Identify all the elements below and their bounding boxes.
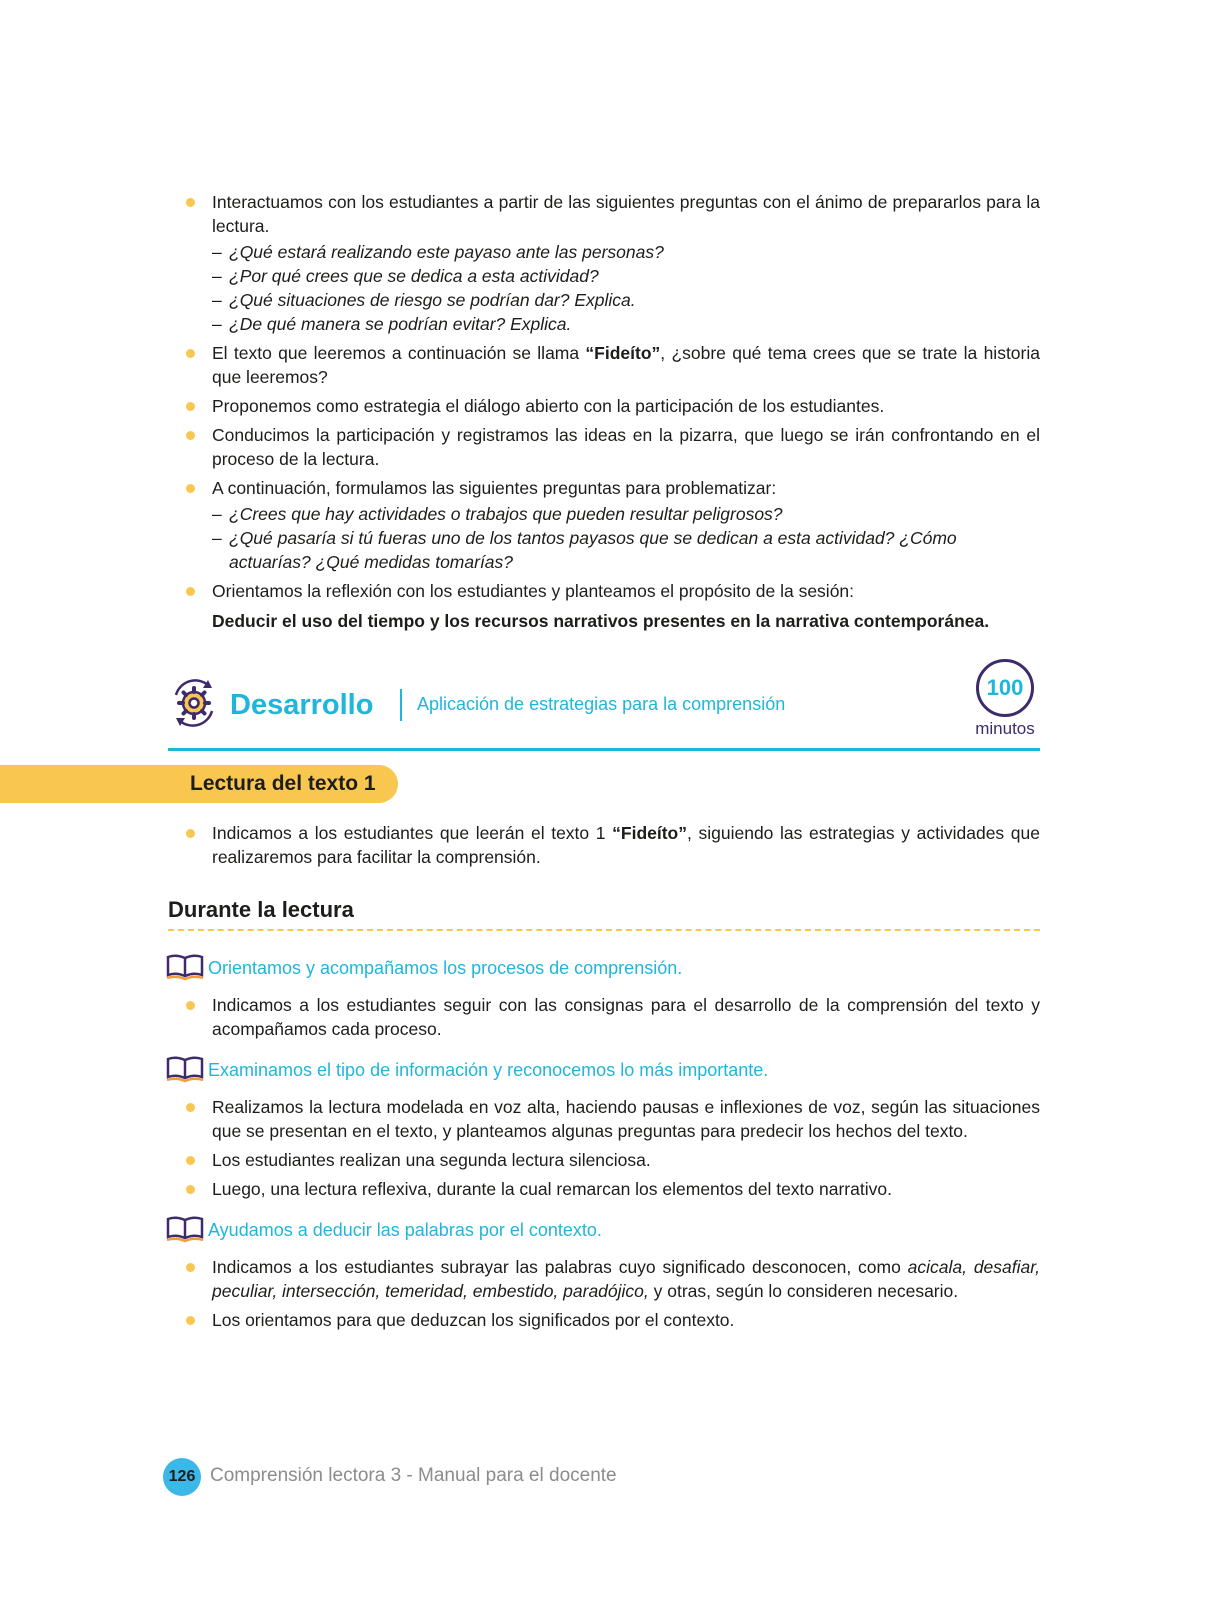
list-item: Indicamos a los estudiantes subrayar las palabras cuyo significado desconocen, como acicala, desafiar, peculiar, intersección, temeridad, embestido, paradójico, y otras, según lo consideren necesario.	[168, 1255, 1040, 1303]
section-title: Desarrollo	[230, 689, 374, 721]
bullet-dot-icon	[186, 1316, 195, 1325]
duration-unit: minutos	[975, 719, 1035, 738]
bullet-dot-icon	[186, 1156, 195, 1165]
bullet-dot-icon	[186, 431, 195, 440]
list-item: Los estudiantes realizan una segunda lectura silenciosa.	[168, 1148, 1040, 1172]
bullet-dot-icon	[186, 402, 195, 411]
section-header	[168, 659, 1040, 767]
session-purpose: Deducir el uso del tiempo y los recursos narrativos presentes en la narrativa contemporánea.	[212, 611, 990, 631]
list-item: Realizamos la lectura modelada en voz alta, haciendo pausas e inflexiones de voz, según las situaciones que se presentan en el texto, y planteamos algunas preguntas para predecir los hechos del texto.	[168, 1095, 1040, 1143]
during-reading-heading: Durante la lectura	[168, 897, 1040, 931]
subsection-heading: Ayudamos a deducir las palabras por el contexto.	[168, 1215, 1040, 1243]
question-list	[212, 240, 1040, 336]
bullet-dot-icon	[186, 349, 195, 358]
list-item: Orientamos la reflexión con los estudiantes y planteamos el propósito de la sesión: Deducir el uso del tiempo y los recursos narrativos presentes en la narrativa contemporánea.	[168, 579, 1040, 633]
bullet-dot-icon	[186, 1263, 195, 1272]
bullet-dot-icon	[186, 829, 195, 838]
page-content	[168, 190, 1040, 1337]
page-number: 126	[163, 1458, 201, 1496]
reading-list	[168, 821, 1040, 869]
subsection-list	[168, 993, 1040, 1041]
list-item: Luego, una lectura reflexiva, durante la cual remarcan los elementos del texto narrativo.	[168, 1177, 1040, 1201]
bullet-dot-icon	[186, 1103, 195, 1112]
bullet-dot-icon	[186, 587, 195, 596]
subsection-list	[168, 1095, 1040, 1201]
intro-list	[168, 190, 1040, 633]
subsection-list	[168, 1255, 1040, 1332]
list-item: Indicamos a los estudiantes que leerán el texto 1 “Fideíto”, siguiendo las estrategias y actividades que realizaremos para facilitar la comprensión.	[168, 821, 1040, 869]
question-item: – ¿Qué situaciones de riesgo se podrían dar? Explica.	[212, 290, 636, 310]
reading-label: Lectura del texto 1	[0, 765, 398, 803]
question-item: – ¿Qué estará realizando este payaso ante las personas?	[212, 242, 664, 262]
bullet-dot-icon	[186, 484, 195, 493]
book-icon	[166, 1055, 204, 1083]
book-title: Comprensión lectora 3 - Manual para el docente	[210, 1465, 617, 1486]
bullet-dot-icon	[186, 1185, 195, 1194]
duration-badge	[970, 659, 1040, 739]
question-item: – ¿Crees que hay actividades o trabajos que pueden resultar peligrosos?	[212, 504, 783, 524]
question-item: – ¿Qué pasaría si tú fueras uno de los tantos payasos que se dedican a esta actividad? ¿Cómo actuarías? ¿Qué medidas tomarías?	[212, 528, 957, 572]
list-item: Proponemos como estrategia el diálogo abierto con la participación de los estudiantes.	[168, 394, 1040, 418]
duration-value: 100	[986, 675, 1024, 700]
book-icon	[166, 953, 204, 981]
bullet-dot-icon	[186, 1001, 195, 1010]
list-item: El texto que leeremos a continuación se llama “Fideíto”, ¿sobre qué tema crees que se trate la historia que leeremos?	[168, 341, 1040, 389]
question-item: – ¿Por qué crees que se dedica a esta actividad?	[212, 266, 599, 286]
list-item: Indicamos a los estudiantes seguir con las consignas para el desarrollo de la comprensión del texto y acompañamos cada proceso.	[168, 993, 1040, 1041]
subsection-heading: Examinamos el tipo de información y reconocemos lo más importante.	[168, 1055, 1040, 1083]
list-item: Los orientamos para que deduzcan los significados por el contexto.	[168, 1308, 1040, 1332]
list-item: Interactuamos con los estudiantes a partir de las siguientes preguntas con el ánimo de prepararlos para la lectura. – ¿Qué estará realizando este payaso ante las personas? – ¿Por qué crees que se dedica a esta actividad? – ¿Qué situaciones de riesgo se podrían dar? Explica. – ¿De qué manera se podrían evitar? Explica.	[168, 190, 1040, 336]
title-divider	[400, 689, 402, 721]
subsection-heading: Orientamos y acompañamos los procesos de comprensión.	[168, 953, 1040, 981]
question-item: – ¿De qué manera se podrían evitar? Explica.	[212, 314, 572, 334]
section-rule	[168, 748, 1040, 751]
section-subtitle: Aplicación de estrategias para la comprensión	[417, 694, 786, 714]
list-item: A continuación, formulamos las siguientes preguntas para problematizar: – ¿Crees que hay actividades o trabajos que pueden resultar peligrosos? – ¿Qué pasaría si tú fueras uno de los tantos payasos que se dedican a esta actividad? ¿Cómo actuarías? ¿Qué medidas tomarías?	[168, 476, 1040, 574]
gear-icon	[168, 677, 220, 729]
question-list	[212, 502, 1040, 574]
bullet-dot-icon	[186, 198, 195, 207]
timer-icon	[976, 659, 1034, 717]
list-item: Conducimos la participación y registramos las ideas en la pizarra, que luego se irán confrontando en el proceso de la lectura.	[168, 423, 1040, 471]
book-icon	[166, 1215, 204, 1243]
